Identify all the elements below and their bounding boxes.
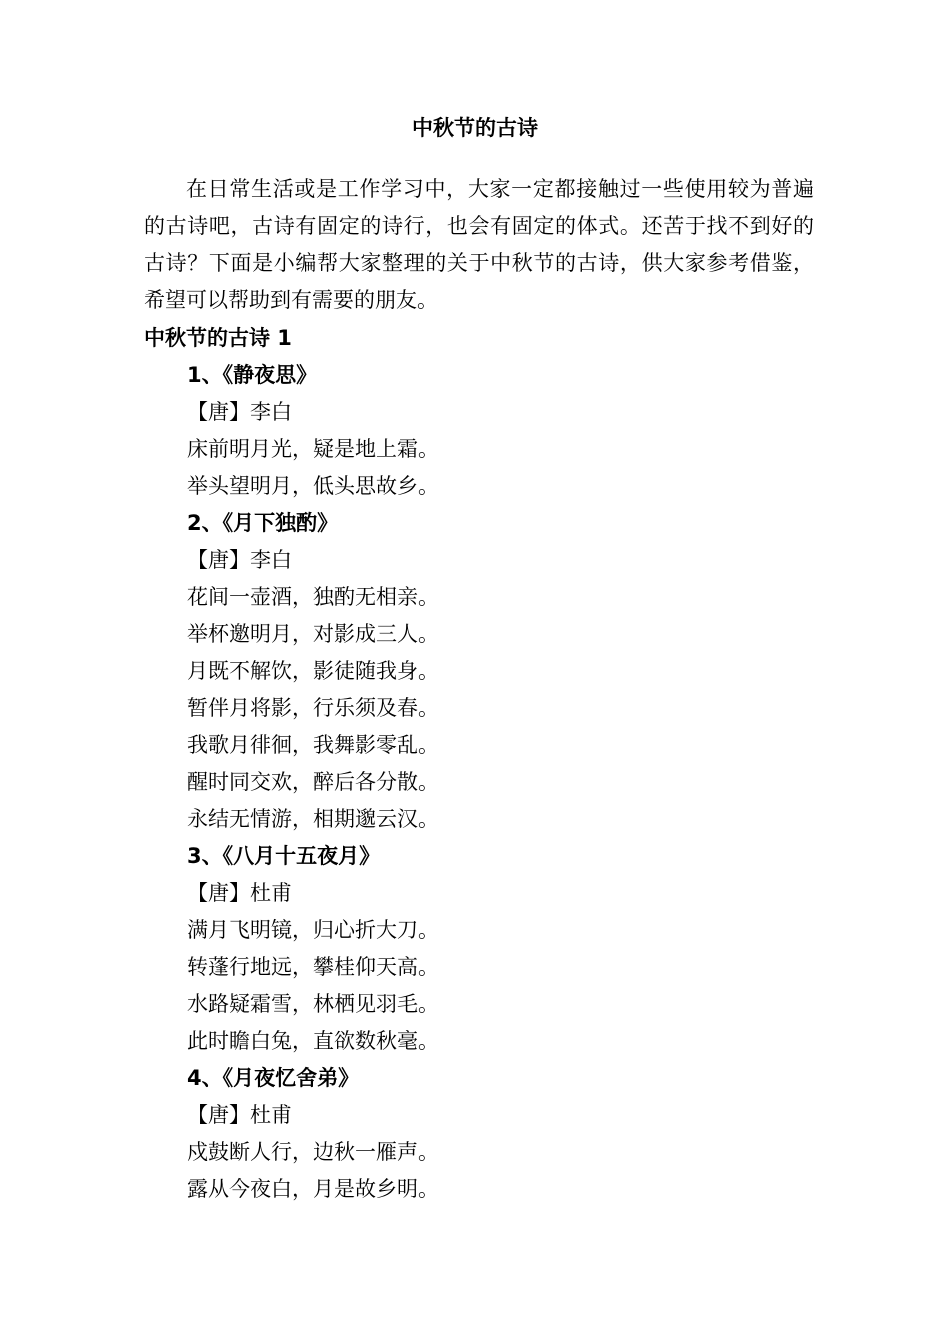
poem-1 [144,357,814,505]
poem-verse: 床前明月光，疑是地上霜。 [187,437,439,461]
poem-title: 1、《静夜思》 [187,363,318,387]
document-title: 中秋节的古诗 [412,116,538,140]
poem-verse: 月既不解饮，影徒随我身。 [187,659,439,683]
poem-collection [144,320,814,1208]
poem-author: 【唐】李白 [187,548,292,572]
poem-verse: 举头望明月，低头思故乡。 [187,474,439,498]
poem-author: 【唐】杜甫 [187,881,292,905]
poem-verse: 醒时同交欢，醉后各分散。 [187,770,439,794]
poem-verse: 此时瞻白兔，直欲数秋毫。 [187,1029,439,1053]
poem-verse: 满月飞明镜，归心折大刀。 [187,918,439,942]
poem-4 [144,1060,814,1208]
poem-author: 【唐】李白 [187,400,292,424]
poem-verse: 花间一壶酒，独酌无相亲。 [187,585,439,609]
poem-title: 2、《月下独酌》 [187,511,339,535]
poem-3 [144,838,814,1060]
poem-verse: 转蓬行地远，攀桂仰天高。 [187,955,439,979]
poem-verse: 戍鼓断人行，边秋一雁声。 [187,1140,439,1164]
poem-author: 【唐】杜甫 [187,1103,292,1127]
poem-verse: 暂伴月将影，行乐须及春。 [187,696,439,720]
poem-2 [144,505,814,838]
poem-verse: 露从今夜白，月是故乡明。 [187,1177,439,1201]
poem-verse: 水路疑霜雪，林栖见羽毛。 [187,992,439,1016]
intro-paragraph: 在日常生活或是工作学习中，大家一定都接触过一些使用较为普遍的古诗吧，古诗有固定的诗行，也会有固定的体式。还苦于找不到好的古诗？下面是小编帮大家整理的关于中秋节的古诗，供大家参考借鉴，希望可以帮助到有需要的朋友。 [144,177,814,312]
poem-verse: 举杯邀明月，对影成三人。 [187,622,439,646]
poem-title: 4、《月夜忆舍弟》 [187,1066,360,1090]
poem-title: 3、《八月十五夜月》 [187,844,381,868]
poem-verse: 我歌月徘徊，我舞影零乱。 [187,733,439,757]
poem-verse: 永结无情游，相期邈云汉。 [187,807,439,831]
section-heading: 中秋节的古诗 1 [144,326,292,350]
